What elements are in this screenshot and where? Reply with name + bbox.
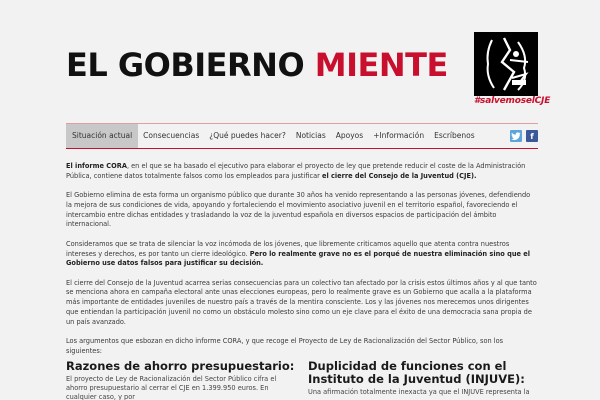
column-duplicidad [308,360,538,400]
site-header [66,30,551,110]
cierre-cje-text: el cierre del Consejo de la Juventud (CJE). [321,171,477,180]
facebook-icon[interactable]: f [526,130,538,142]
duplicidad-heading: Duplicidad de funciones con el Instituto de la Juventud (INJUVE): [308,359,525,386]
social-links [510,130,538,142]
main-navigation [66,123,538,149]
twitter-icon[interactable] [510,130,522,142]
nav-item-apoyos[interactable]: Apoyos [335,131,364,140]
nav-item-escribenos[interactable]: Escríbenos [434,131,475,140]
nav-item-consecuencias[interactable]: Consecuencias [143,131,200,140]
hashtag[interactable]: #salvemoselCJE [474,96,551,106]
gobierno-paragraph: El Gobierno elimina de esta forma un organismo público que durante 30 años ha venido representando a las personas jóvenes, defendiendo la mejora de sus condiciones de vida, apoyando y fortaleciendo el movimiento asociativo juvenil en el territorio español, favoreciendo el intercambio entre dichas entidades y trasladando la voz de la juventud española en diversos espacios de participación del ámbito internacional. [66,191,531,229]
intro-paragraph [66,162,538,182]
campaign-logo[interactable] [474,32,538,96]
informe-cora-link: El informe CORA [66,162,127,170]
datos-falsos-text: Pero lo realmente grave no es el porqué de nuestra eliminación sino que el Gobierno use datos falsos para justificar su decisión. [66,249,531,268]
censored-face-icon [474,32,538,96]
consecuencias-paragraph: El cierre del Consejo de la Juventud acarrea serias consecuencias para un colectivo tan afectado por la crisis estos últimos años y al que tanto se menciona ahora en campaña electoral ante unas elecciones europeas, pero lo realmente grave es un Gobierno que acalla a la plataforma más importante de entidades juveniles de nuestro país a través de la mentira consciente. Los y las jóvenes nos merecemos unos dirigentes que entiendan la participación juvenil no como un obstáculo molesto sino como un eje clave para el éxito de una democracia sana propia de un país avanzado. [66,278,537,326]
main-content [66,162,538,366]
column-ahorro [66,360,296,400]
silenciar-text: Consideramos que se trata de silenciar la voz incómoda de los jóvenes, que libremente criticamos aquello que atenta contra nuestros intereses y derechos, es por tanto un cierre ideológico. [66,239,510,258]
nav-item-que-puedes-hacer[interactable]: ¿Qué puedes hacer? [209,131,286,140]
argument-columns [66,360,538,400]
site-title-accent: MIENTE [314,46,448,84]
duplicidad-text: Una afirmación totalmente inexacta ya que el INJUVE representa la [308,388,530,396]
nav-item-noticias[interactable]: Noticias [295,131,326,140]
nav-item-situacion-actual[interactable]: Situación actual [66,124,138,148]
ahorro-text: El proyecto de Ley de Racionalización del Sector Público cifra el ahorro presupuestario al cerrar el CJE en 1.399.950 euros. En cualquier caso, y por [66,375,277,400]
nav-item-mas-informacion[interactable]: +Información [373,131,425,140]
silenciar-paragraph [66,240,538,269]
ahorro-heading: Razones de ahorro presupuestario: [66,359,295,373]
argumentos-paragraph: Los argumentos que esbozan en dicho informe CORA, y que recoge el Proyecto de Ley de Racionalización del Sector Público, son los siguientes: [66,337,504,355]
intro-text: , en el que se ha basado el ejecutivo para elaborar el proyecto de ley que pretende reducir el coste de la Administración Pública, contiene datos totalmente falsos como los empleados para justificar [66,162,526,180]
site-title-main: EL GOBIERNO [66,46,305,84]
site-title[interactable] [66,45,448,85]
